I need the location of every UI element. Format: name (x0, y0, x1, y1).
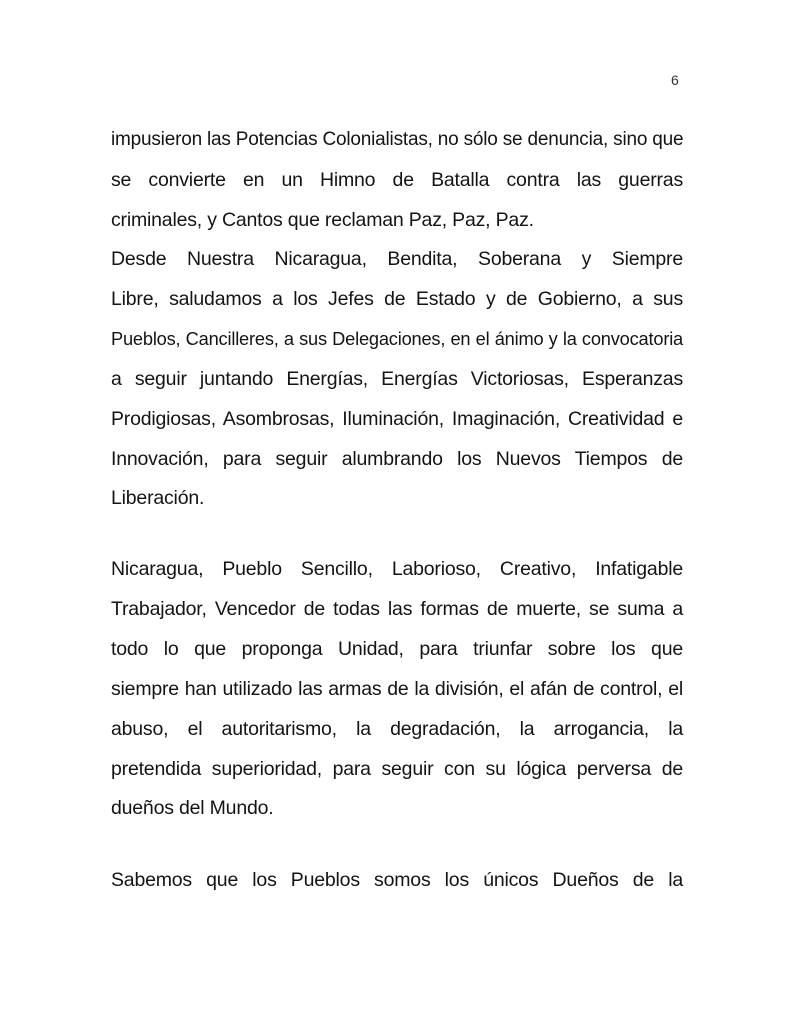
paragraph-3-line-4: siempre han utilizado las armas de la división, el afán de control, el (111, 678, 683, 700)
paragraph-1-line-2: se convierte en un Himno de Batalla contra las guerras (111, 169, 683, 191)
paragraph-2-line-3: Pueblos, Cancilleres, a sus Delegaciones, en el ánimo y la convocatoria (111, 328, 683, 349)
paragraph-3-line-3: todo lo que proponga Unidad, para triunfar sobre los que (111, 638, 683, 660)
paragraph-4-line-1: Sabemos que los Pueblos somos los únicos Dueños de la (111, 869, 683, 891)
paragraph-1-line-1: impusieron las Potencias Colonialistas, no sólo se denuncia, sino que (111, 129, 684, 150)
paragraph-3-line-5: abuso, el autoritarismo, la degradación, la arrogancia, la (111, 718, 683, 740)
paragraph-3-line-1: Nicaragua, Pueblo Sencillo, Laborioso, Creativo, Infatigable (111, 558, 683, 580)
paragraph-2-line-1: Desde Nuestra Nicaragua, Bendita, Soberana y Siempre (111, 248, 683, 270)
paragraph-3-line-6: pretendida superioridad, para seguir con su lógica perversa de (111, 758, 683, 780)
paragraph-1-line-3: criminales, y Cantos que reclaman Paz, Paz, Paz. (111, 209, 534, 231)
paragraph-2-line-5: Prodigiosas, Asombrosas, Iluminación, Imaginación, Creatividad e (111, 408, 683, 430)
paragraph-3-line-7: dueños del Mundo. (111, 797, 274, 819)
page-number: 6 (671, 72, 679, 88)
paragraph-3-line-2: Trabajador, Vencedor de todas las formas de muerte, se suma a (111, 598, 683, 620)
paragraph-2-line-2: Libre, saludamos a los Jefes de Estado y de Gobierno, a sus (111, 288, 683, 310)
paragraph-2-line-4: a seguir juntando Energías, Energías Victoriosas, Esperanzas (111, 368, 683, 390)
paragraph-2-line-6: Innovación, para seguir alumbrando los Nuevos Tiempos de (111, 448, 683, 470)
paragraph-2-line-7: Liberación. (111, 487, 205, 509)
